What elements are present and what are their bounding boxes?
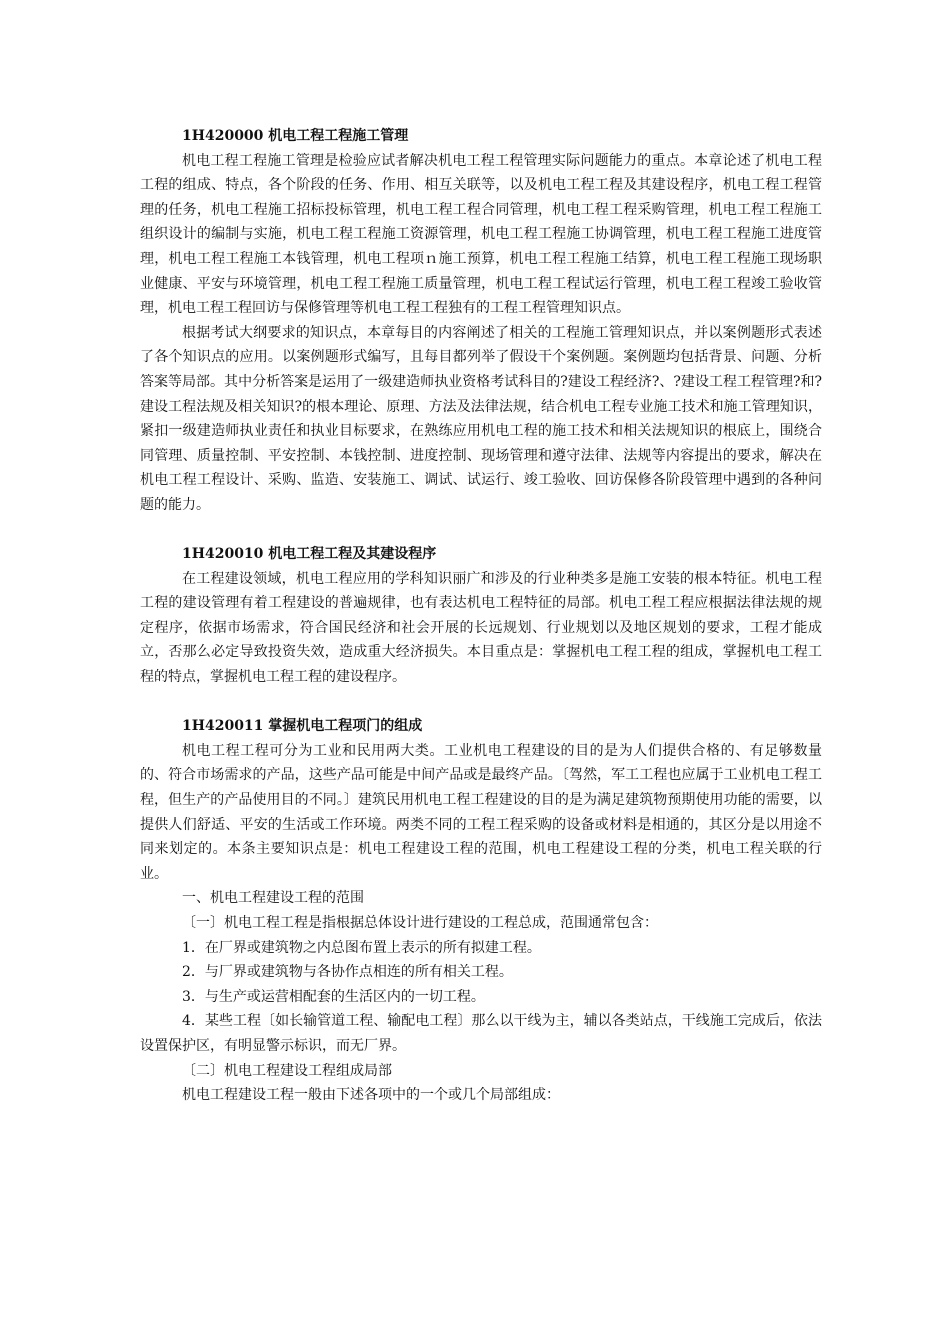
section-heading: 1H420000 机电工程工程施工管理 [182,128,409,144]
list-item: 1．在厂界或建筑物之内总图布置上表示的所有拟建工程。 [182,939,541,956]
subheading: 一、机电工程建设工程的范围 [182,890,364,907]
spacer [140,518,822,543]
paragraph: 在工程建设领域，机电工程应用的学科知识丽广和涉及的行业种类多是施工安装的根本特征。机电工程工程的建设管理有着工程建设的普遍规律，也有表达机电工程特征的局部。机电工程工程应根据法律法规的规定程序，依据市场需求，符合国民经济和社会开展的长远规划、行业规划以及地区规划的要求，工程才能成立，否那么必定导致投资失效，造成重大经济损失。本目重点是：掌握机电工程工程的组成，掌握机电工程工程的特点，掌握机电工程工程的建设程序。 [140,570,822,686]
paragraph: 机电工程建设工程一般由下述各项中的一个或几个局部组成： [182,1087,560,1104]
paragraph: 机电工程工程可分为工业和民用两大类。工业机电工程建设的目的是为人们提供合格的、有足够数量的、符合市场需求的产品，这些产品可能是中间产品或是最终产品。〔驾然，军工工程也应属于工业机电工程工程，但生产的产品使用目的不同。〕建筑民用机电工程工程建设的目的是为满足建筑物预期使用功能的需要，以提供人们舒适、平安的生活或工作环境。两类不同的工程工程采购的设备或材料是相通的，其区分是以用途不同来划定的。本条主要知识点是：机电工程建设工程的范围，机电工程建设工程的分类，机电工程关联的行业。 [140,742,822,882]
spacer [140,690,822,715]
list-item: 3．与生产或运营相配套的生活区内的一切工程。 [182,988,485,1005]
paragraph: 机电工程工程施工管理是检验应试者解决机电工程工程管理实际问题能力的重点。本章论述了机电工程工程的组成、特点，各个阶段的任务、作用、相互关联等，以及机电工程工程及其建设程序，机电工程工程管理的任务，机电工程施工招标投标管理，机电工程工程合同管理，机电工程工程采购管理，机电工程工程施工组织设计的编制与实施，机电工程工程施工资源管理，机电工程工程施工协调管理，机电工程工程施工进度管理，机电工程工程施工本钱管理，机电工程项ｎ施工预算，机电工程工程施工结算，机电工程工程施工现场职业健康、平安与环境管理，机电工程工程施工质量管理，机电工程工程试运行管理，机电工程工程竣工验收管理，机电工程工程回访与保修管理等机电工程工程独有的工程工程管理知识点。 [140,152,822,317]
paragraph: 根据考试大纲要求的知识点，本章每目的内容阐述了相关的工程施工管理知识点，并以案例题形式表述了各个知识点的应用。以案例题形式编写，且每目都列举了假设干个案例题。案例题均包括背景、问题、分析答案等局部。其中分析答案是运用了一级建造师执业资格考试科目的?建设工程经济?、?建设工程工程管理?和?建设工程法规及相关知识?的根本理论、原理、方法及法律法规，结合机电工程专业施工技术和施工管理知识，紧扣一级建造师执业责任和执业目标要求，在熟练应用机电工程的施工技术和相关法规知识的根底上，围绕合同管理、质量控制、平安控制、本钱控制、进度控制、现场管理和遵守法律、法规等内容提出的要求，解决在机电工程工程设计、采购、监造、安装施工、调试、试运行、竣工验收、回访保修各阶段管理中遇到的各种问题的能力。 [140,324,822,513]
section-heading: 1H420011 掌握机电工程项门的组成 [182,718,423,735]
subheading: 〔一〕机电工程工程是指根据总体设计进行建设的工程总成，范围通常包含： [182,915,658,931]
section-heading: 1H420010 机电工程工程及其建设程序 [182,546,437,563]
list-item: 4．某些工程〔如长输管道工程、输配电工程〕那么以干线为主，辅以各类站点，干线施工完成后，依法设置保护区，有明显警示标识，而无厂界。 [140,1013,822,1054]
list-item: 2．与厂界或建筑物与各协作点相连的所有相关工程。 [182,964,513,981]
subheading: 〔二〕机电工程建设工程组成局部 [182,1062,392,1079]
